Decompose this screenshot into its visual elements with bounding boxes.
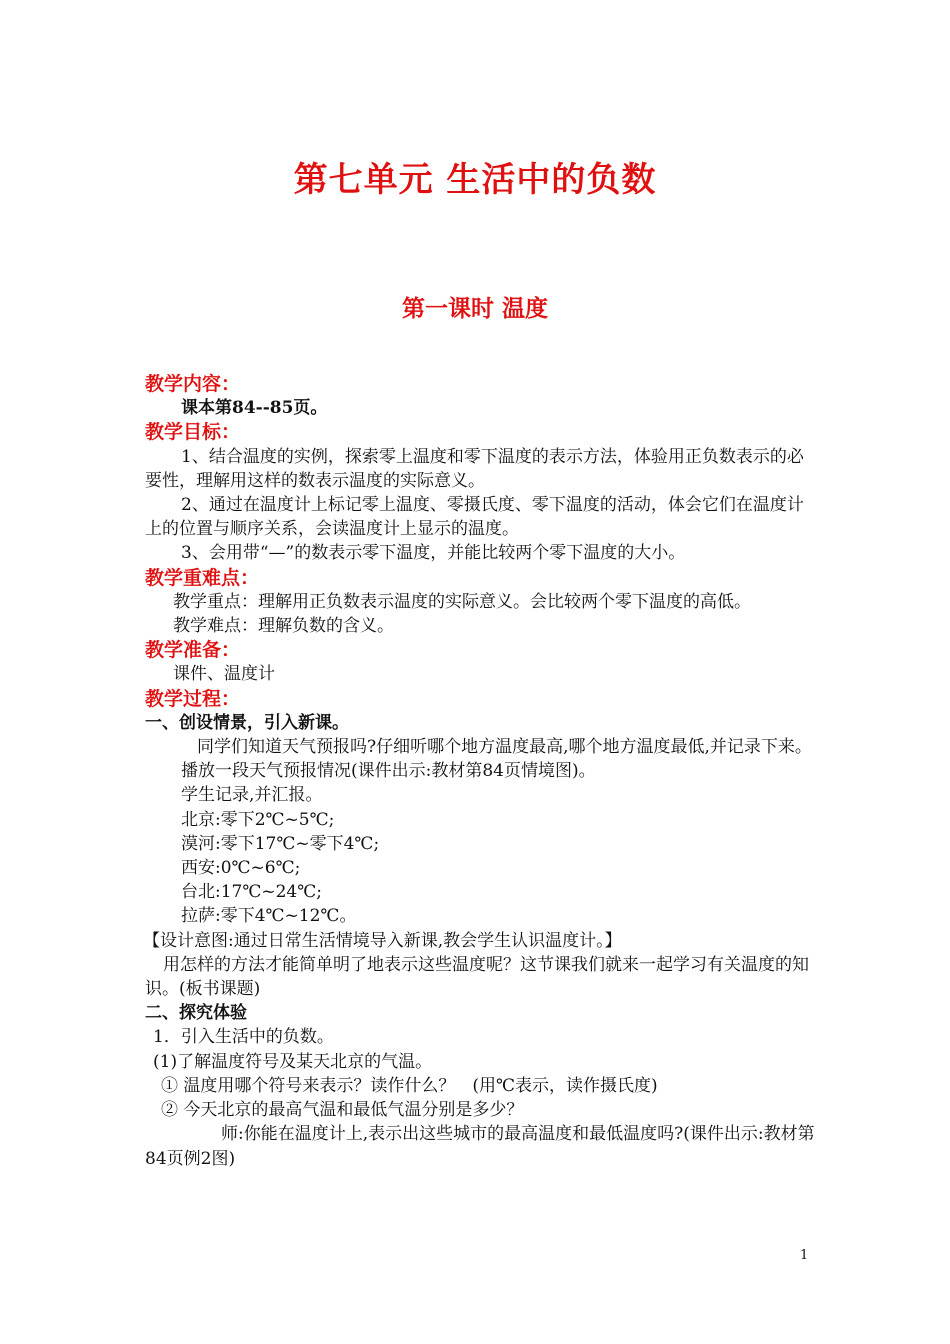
paragraph-weather: 同学们知道天气预报吗?仔细听哪个地方温度最高,哪个地方温度最低,并记录下来。 [197,737,812,758]
design-intent: 【设计意图:通过日常生活情境导入新课,教会学生认识温度计。】 [143,930,622,951]
page-number: 1 [800,1248,809,1263]
prep-heading: 教学准备： [145,639,241,662]
paragraph-question: 用怎样的方法才能简单明了地表示这些温度呢？这节课我们就来一起学习有关温度的知识。(板书课题) [145,954,809,1000]
city-temp-lhasa: 拉萨:零下4℃~12℃。 [181,906,357,927]
content-text: 课本第84--85页。 [181,398,328,419]
key-point: 教学重点：理解用正负数表示温度的实际意义。会比较两个零下温度的高低。 [173,591,751,612]
sub-step-1: 1．引入生活中的负数。 [153,1027,334,1048]
process-heading: 教学过程： [145,687,241,710]
goals-heading: 教学目标： [145,421,241,444]
content-heading: 教学内容： [145,373,241,395]
city-temp-mohe: 漠河:零下17℃~零下4℃; [181,833,380,854]
goal-2: 2、通过在温度计上标记零上温度、零摄氏度、零下温度的活动，体会它们在温度计上的位置与顺序关系，会读温度计上显示的温度。 [145,495,804,540]
sub-step-1-1: (1)了解温度符号及某天北京的气温。 [153,1051,433,1072]
city-temp-xian: 西安:0℃~6℃; [181,858,301,879]
paragraph-broadcast: 播放一段天气预报情况(课件出示:教材第84页情境图)。 [181,761,596,782]
question-2: ② 今天北京的最高气温和最低气温分别是多少？ [161,1100,524,1121]
teacher-prompt: 师:你能在温度计上,表示出这些城市的最高温度和最低温度吗?(课件出示:教材第84页例2图) [145,1124,815,1169]
lesson-body [145,372,817,1171]
prep-text: 课件、温度计 [173,664,275,685]
goal-3: 3、会用带“—”的数表示零下温度，并能比较两个零下温度的大小。 [181,543,686,564]
question-1: ① 温度用哪个符号来表示？读作什么？ (用℃表示，读作摄氏度) [161,1075,658,1096]
step2-heading: 二、探究体验 [145,1003,247,1024]
unit-title: 第七单元 生活中的负数 [293,160,657,200]
difficult-point: 教学难点：理解负数的含义。 [173,616,394,637]
goal-1: 1、结合温度的实例，探索零上温度和零下温度的表示方法，体验用正负数表示的必要性，理解用这样的数表示温度的实际意义。 [145,446,804,491]
key-heading: 教学重难点： [145,566,260,589]
step1-heading: 一、创设情景，引入新课。 [145,712,349,733]
city-temp-beijing: 北京:零下2℃~5℃; [181,809,335,830]
lesson-title: 第一课时 温度 [401,295,548,322]
city-temp-taipei: 台北:17℃~24℃; [181,882,322,903]
paragraph-record: 学生记录,并汇报。 [181,785,323,806]
